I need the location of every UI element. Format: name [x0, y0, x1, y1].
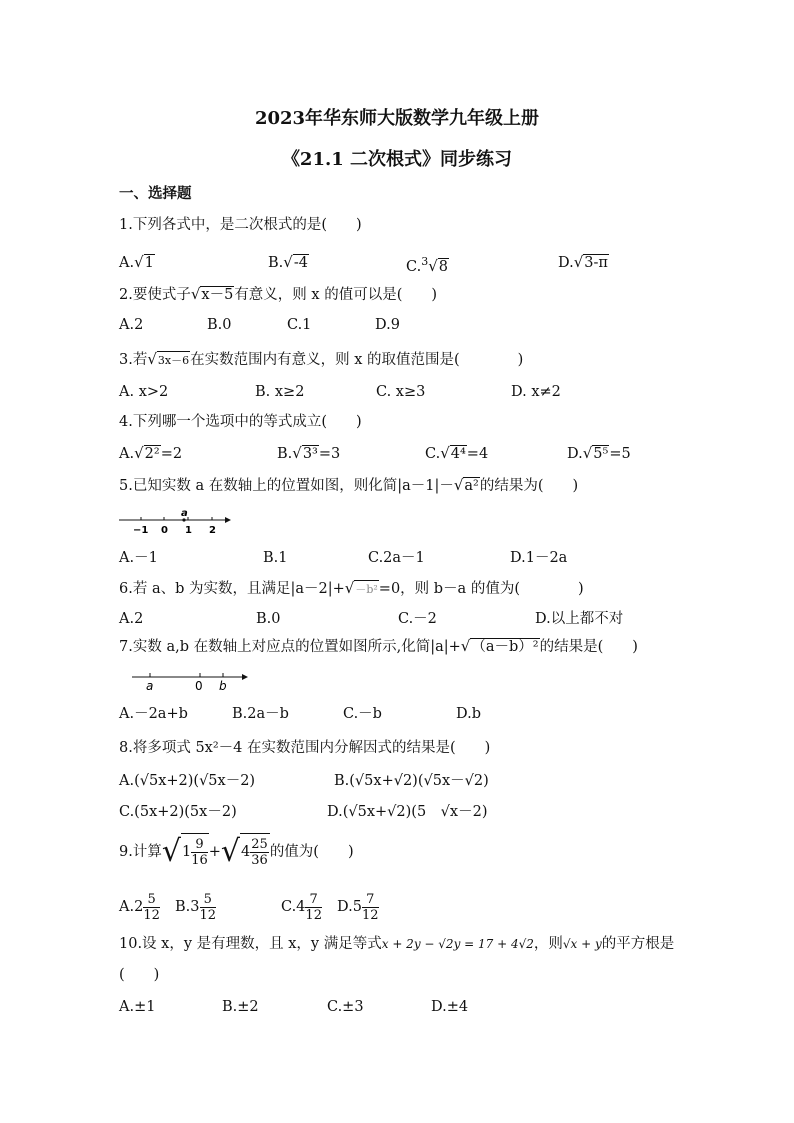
- question-5-option-b: B.1: [263, 550, 288, 566]
- question-6-option-a: A.2: [119, 611, 144, 627]
- question-9-option-b: B.3 $\frac{5}{12}$: [175, 891, 217, 923]
- question-8-option-b: B.(√5x+√2)(√5x－√2): [334, 773, 489, 789]
- question-3-stem: 3.若√3x－6在实数范围内有意义，则 x 的取值范围是( ): [119, 350, 524, 368]
- question-7-number-line: [130, 668, 250, 694]
- question-10-stem: 10.设 x，y 是有理数，且 x，y 满足等式x + 2y − √2y = 17 + 4√2，则√x + y的平方根是: [119, 936, 675, 952]
- question-10-option-c: C.±3: [327, 999, 364, 1015]
- question-6-option-b: B.0: [256, 611, 281, 627]
- question-1-option-d: D.√3-π: [558, 253, 608, 271]
- question-6-option-c: C.－2: [398, 611, 437, 627]
- question-4-stem: 4.下列哪一个选项中的等式成立( ): [119, 414, 362, 430]
- tick-label: −1: [133, 525, 149, 536]
- number-line-label-b: b: [219, 679, 227, 693]
- question-2-option-c: C.1: [287, 317, 312, 333]
- question-5-number-line: [117, 506, 232, 538]
- question-8-option-a: A.(√5x+2)(√5x－2): [119, 773, 256, 789]
- question-5-stem: 5.已知实数 a 在数轴上的位置如图，则化简|a－1|－√a²的结果为( ): [119, 476, 579, 494]
- tick-label: 0: [161, 525, 168, 536]
- question-1-option-c: C.$^3$√8: [406, 255, 448, 275]
- question-10-answer-bracket: ( ): [119, 967, 160, 983]
- section-heading: 一、选择题: [119, 185, 192, 202]
- number-line-point-a: a: [181, 508, 188, 519]
- question-5-option-a: A.－1: [119, 550, 158, 566]
- question-6-option-d: D.以上都不对: [535, 611, 624, 627]
- question-7-option-b: B.2a－b: [232, 706, 289, 722]
- question-3-option-d: D. x≠2: [511, 384, 561, 400]
- question-2-option-b: B.0: [207, 317, 232, 333]
- question-9-option-a: A.2 $\frac{5}{12}$: [119, 891, 160, 923]
- tick-label: 2: [209, 525, 216, 536]
- document-subtitle: 《21.1 二次根式》同步练习: [281, 149, 513, 170]
- question-8-option-c: C.(5x+2)(5x－2): [119, 804, 237, 820]
- question-7-option-a: A.－2a+b: [119, 706, 188, 722]
- question-9-stem: 9.计算√1 $\frac{9}{16}$ +√4 $\frac{25}{36}$ 的值为( ): [119, 834, 354, 869]
- question-4-option-a: A.√2²=2: [119, 444, 183, 462]
- number-line-label-a: a: [146, 679, 154, 693]
- question-4-option-d: D.√5⁵=5: [567, 444, 631, 462]
- question-3-option-b: B. x≥2: [255, 384, 305, 400]
- number-line-label-0: 0: [195, 679, 203, 693]
- question-7-stem: 7.实数 a,b 在数轴上对应点的位置如图所示,化简|a|+√（a－b）²的结果是( ): [119, 637, 638, 655]
- question-2-option-a: A.2: [119, 317, 144, 333]
- question-4-option-c: C.√4⁴=4: [425, 444, 489, 462]
- question-1-option-b: B.√-4: [268, 253, 308, 271]
- question-2-stem: 2.要使式子√x－5有意义，则 x 的值可以是( ): [119, 285, 438, 303]
- question-1-stem: 1.下列各式中，是二次根式的是( ): [119, 217, 362, 233]
- question-8-option-d: D.(√5x+√2)(5 √x－2): [327, 804, 488, 820]
- question-10-option-b: B.±2: [222, 999, 259, 1015]
- question-10-option-d: D.±4: [431, 999, 469, 1015]
- question-8-stem: 8.将多项式 5x²－4 在实数范围内分解因式的结果是( ): [119, 740, 491, 756]
- question-5-option-c: C.2a－1: [368, 550, 425, 566]
- question-3-option-a: A. x>2: [119, 384, 169, 400]
- question-9-option-c: C.4 $\frac{7}{12}$: [281, 891, 322, 923]
- question-5-option-d: D.1－2a: [510, 550, 568, 566]
- question-3-option-c: C. x≥3: [376, 384, 426, 400]
- tick-label: 1: [185, 525, 192, 536]
- question-4-option-b: B.√3³=3: [277, 444, 341, 462]
- question-6-stem: 6.若 a、b 为实数，且满足|a－2|+√－b²=0，则 b－a 的值为( ): [119, 579, 584, 597]
- question-10-option-a: A.±1: [119, 999, 156, 1015]
- document-title: 2023年华东师大版数学九年级上册: [254, 108, 540, 129]
- question-7-option-c: C.－b: [343, 706, 382, 722]
- question-2-option-d: D.9: [375, 317, 400, 333]
- question-1-option-a: A.√1: [119, 253, 154, 271]
- question-7-option-d: D.b: [456, 706, 481, 722]
- question-9-option-d: D.5 $\frac{7}{12}$: [337, 891, 379, 923]
